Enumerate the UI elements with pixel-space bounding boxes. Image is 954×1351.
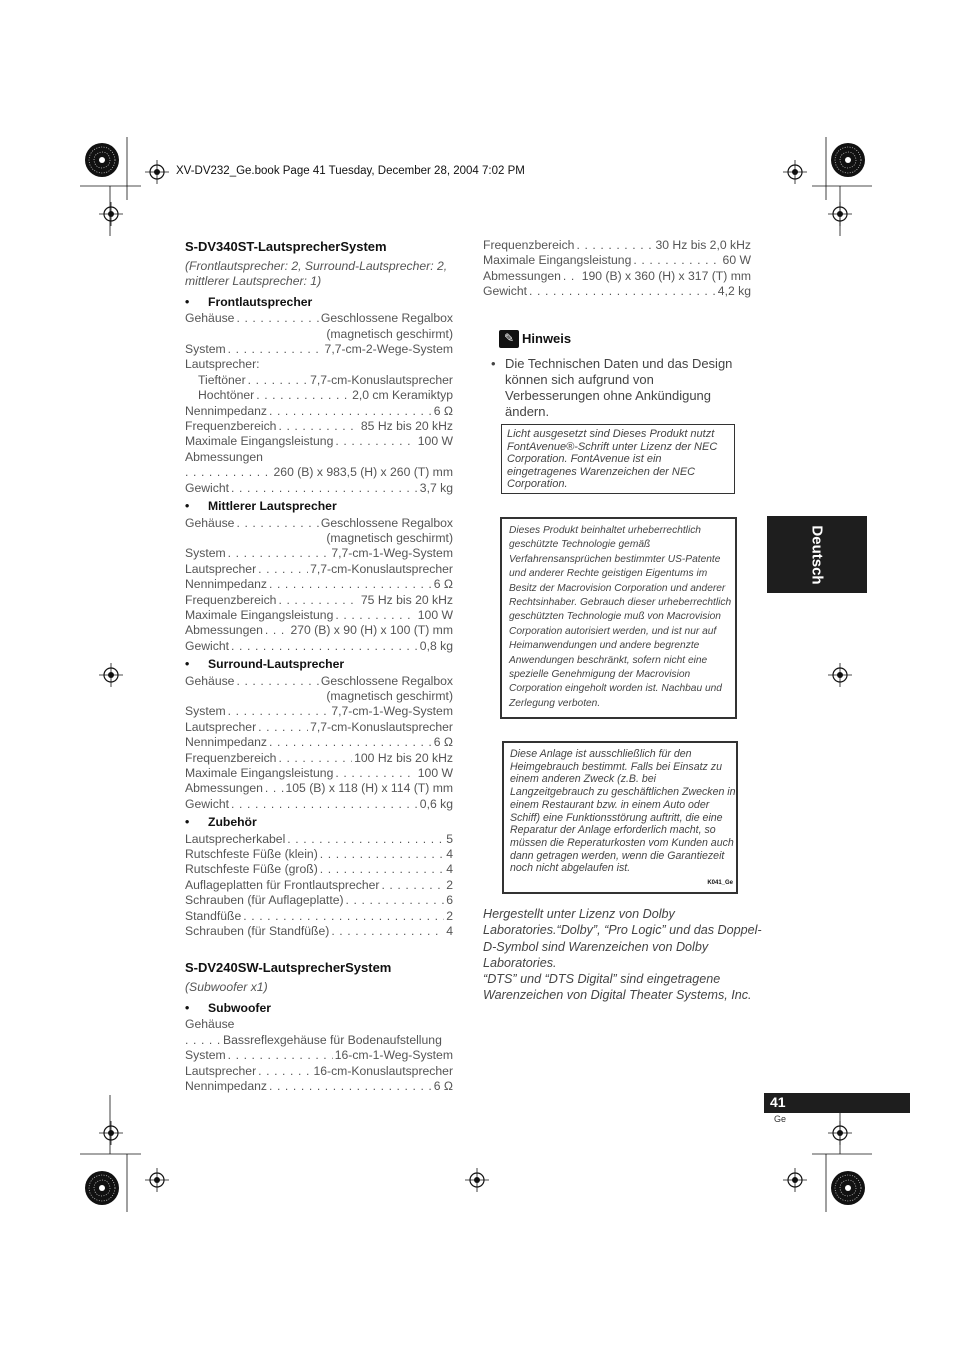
left-column xyxy=(185,238,453,1094)
subheading-accessories: • Zubehör xyxy=(185,815,257,830)
crosshair-icon xyxy=(99,663,123,687)
accessory-row: Auflageplatten für Frontlautsprecher . . . 2 xyxy=(185,878,453,893)
accessory-row: Schrauben (für Standfüße) . . . 4 xyxy=(185,924,453,939)
dolby-license: Hergestellt unter Lizenz von Dolby Laboratories.“Dolby”, “Pro Logic” und das Doppel-D-Symbol sind Warenzeichen von Dolby Laboratories. xyxy=(483,907,762,970)
section-title-subwoofer-system: S-DV240SW-LautsprecherSystem xyxy=(185,960,392,976)
fontavenue-notice: Licht ausgesetzt sind Dieses Produkt nutzt FontAvenue®-Schrift unter Lizenz der NEC Corporation. FontAvenue ist ein eingetragenes Warenzeichen der NEC Corporation. xyxy=(501,424,735,494)
spec-row: System . . . 7,7-cm-1-Weg-System xyxy=(185,704,453,719)
pencil-note-icon: ✎ xyxy=(499,330,519,348)
spec-row: System . . . 16-cm-1-Weg-System xyxy=(185,1048,453,1063)
crosshair-icon xyxy=(828,663,852,687)
spec-row-continuation: (magnetisch geschirmt) xyxy=(326,688,453,703)
license-text xyxy=(483,906,763,1004)
registration-star-icon xyxy=(85,143,119,177)
section-title-speaker-system: S-DV340ST-LautsprecherSystem xyxy=(185,239,387,254)
macrovision-notice: Dieses Produkt beinhaltet urheberrechtlich geschützte Technologie gemäß Verfahrensansprüchen bestimmter US-Patente und anderer Rechte geistigen Eigentums im Besitz der Macrovision Corporation und anderer Rechtsinhaber. Gebrauch dieser urheberrechtlich geschützten Technologie muß von Macrovision Corporation autorisiert werden, und ist nur auf Heimanwendungen und andere begrenzte Anwendungen beschränkt, sofern nicht eine spezielle Genehmigung der Macrovision Corporation eingeholt worden ist. Nachbau und Zerlegung verboten. xyxy=(500,517,737,719)
section-subtitle: (Subwoofer x1) xyxy=(185,980,268,995)
spec-row: Gehäuse . . . Geschlossene Regalbox xyxy=(185,311,453,326)
spec-label: Gehäuse xyxy=(185,1017,235,1032)
page-language-code: Ge xyxy=(774,1114,787,1124)
crosshair-icon xyxy=(145,1168,169,1192)
spec-row: Maximale Eingangsleistung . . . 100 W xyxy=(185,434,453,449)
home-use-notice: Diese Anlage ist ausschließlich für den Heimgebrauch bestimmt. Falls bei Einsatz zu einem anderen Zweck (z.B. bei Langzeitgebrauch zu geschäftlichen Zwecken in einem Restaurant bzw. in einem Auto oder Schiff) eine Funktionsstörung auftritt, die eine Reparatur der Anlage erforderlich macht, so müssen die Reperaturkosten vom Kunden auch dann getragen werden, wenn die Garantiezeit noch nicht abgelaufen ist. K041_Ge xyxy=(502,741,738,894)
spec-row-continuation: (magnetisch geschirmt) xyxy=(326,530,453,545)
spec-row: Gewicht . . . 0,8 kg xyxy=(185,639,453,654)
spec-row: Nennimpedanz . . . 6 Ω xyxy=(185,404,453,419)
registration-star-icon xyxy=(85,1171,119,1205)
note-heading: ✎ Hinweis xyxy=(499,330,751,348)
file-header: XV-DV232_Ge.book Page 41 Tuesday, December 28, 2004 7:02 PM xyxy=(176,165,525,177)
spec-row: Nennimpedanz . . . 6 Ω xyxy=(185,1079,453,1094)
spec-row: Gewicht . . . 4,2 kg xyxy=(483,284,751,299)
subheading-front: • Frontlautsprecher xyxy=(185,294,313,309)
spec-row: Gehäuse . . . Geschlossene Regalbox xyxy=(185,516,453,531)
spec-row: Nennimpedanz . . . 6 Ω xyxy=(185,735,453,750)
language-tab-label: Deutsch xyxy=(808,524,826,585)
spec-label: Abmessungen xyxy=(185,449,263,464)
subheading-surround: • Surround-Lautsprecher xyxy=(185,657,345,672)
spec-row: System . . . 7,7-cm-1-Weg-System xyxy=(185,546,453,561)
right-column xyxy=(483,238,751,420)
crosshair-icon xyxy=(99,202,123,226)
crosshair-icon xyxy=(783,1168,807,1192)
accessory-row: Lautsprecherkabel . . . 5 xyxy=(185,832,453,847)
language-tab xyxy=(767,516,867,593)
dts-license: “DTS” und “DTS Digital” sind eingetragene Warenzeichen von Digital Theater Systems, Inc. xyxy=(483,972,752,1003)
spec-row: Frequenzbereich . . . 85 Hz bis 20 kHz xyxy=(185,419,453,434)
spec-row: Tieftöner . . . 7,7-cm-Konuslautsprecher xyxy=(185,373,453,388)
spec-row: Maximale Eingangsleistung . . . 100 W xyxy=(185,608,453,623)
registration-star-icon xyxy=(831,1171,865,1205)
spec-row: Maximale Eingangsleistung . . . 100 W xyxy=(185,766,453,781)
accessory-row: Rutschfeste Füße (groß) . . . 4 xyxy=(185,862,453,877)
accessory-row: Standfüße . . . 2 xyxy=(185,909,453,924)
accessory-row: Rutschfeste Füße (klein) . . . 4 xyxy=(185,847,453,862)
spec-row: Gewicht . . . 3,7 kg xyxy=(185,481,453,496)
spec-row: Lautsprecher . . . 16-cm-Konuslautsprecher xyxy=(185,1064,453,1079)
crosshair-icon xyxy=(465,1168,489,1192)
note-item: • Die Technischen Daten und das Design können sich aufgrund von Verbesserungen ohne Ankündigung ändern. xyxy=(491,355,733,419)
spec-row: . . . 260 (B) x 983,5 (H) x 260 (T) mm xyxy=(185,465,453,480)
notice-code: K041_Ge xyxy=(707,880,733,887)
spec-row: System . . . 7,7-cm-2-Wege-System xyxy=(185,342,453,357)
spec-row: Maximale Eingangsleistung . . . 60 W xyxy=(483,253,751,268)
subheading-center: • Mittlerer Lautsprecher xyxy=(185,499,337,514)
spec-row: Abmessungen . . . 270 (B) x 90 (H) x 100 (T) mm xyxy=(185,623,453,638)
crosshair-icon xyxy=(99,1121,123,1145)
spec-row: Hochtöner . . . 2,0 cm Keramiktyp xyxy=(185,388,453,403)
spec-row: . . . Bassreflexgehäuse für Bodenaufstellung xyxy=(185,1033,453,1048)
registration-star-icon xyxy=(831,143,865,177)
spec-label: Lautsprecher: xyxy=(185,357,260,372)
spec-row: Lautsprecher . . . 7,7-cm-Konuslautsprecher xyxy=(185,720,453,735)
section-subtitle: (Frontlautsprecher: 2, Surround-Lautsprecher: 2, mittlerer Lautsprecher: 1) xyxy=(185,259,448,289)
crosshair-icon xyxy=(145,160,169,184)
spec-row-continuation: (magnetisch geschirmt) xyxy=(326,326,453,341)
spec-row: Frequenzbereich . . . 75 Hz bis 20 kHz xyxy=(185,593,453,608)
spec-row: Lautsprecher . . . 7,7-cm-Konuslautsprecher xyxy=(185,562,453,577)
accessory-row: Schrauben (für Auflageplatte) . . . 6 xyxy=(185,893,453,908)
crosshair-icon xyxy=(783,160,807,184)
spec-row: Abmessungen . . . 190 (B) x 360 (H) x 317 (T) mm xyxy=(483,269,751,284)
page-number: 41 xyxy=(770,1094,786,1110)
subheading-subwoofer: • Subwoofer xyxy=(185,1000,271,1015)
spec-row: Abmessungen . . . 105 (B) x 118 (H) x 114 (T) mm xyxy=(185,781,453,796)
spec-row: Nennimpedanz . . . 6 Ω xyxy=(185,577,453,592)
spec-row: Gehäuse . . . Geschlossene Regalbox xyxy=(185,674,453,689)
spec-row: Frequenzbereich . . . 100 Hz bis 20 kHz xyxy=(185,751,453,766)
spec-row: Frequenzbereich . . . 30 Hz bis 2,0 kHz xyxy=(483,238,751,253)
spec-row: Gewicht . . . 0,6 kg xyxy=(185,797,453,812)
